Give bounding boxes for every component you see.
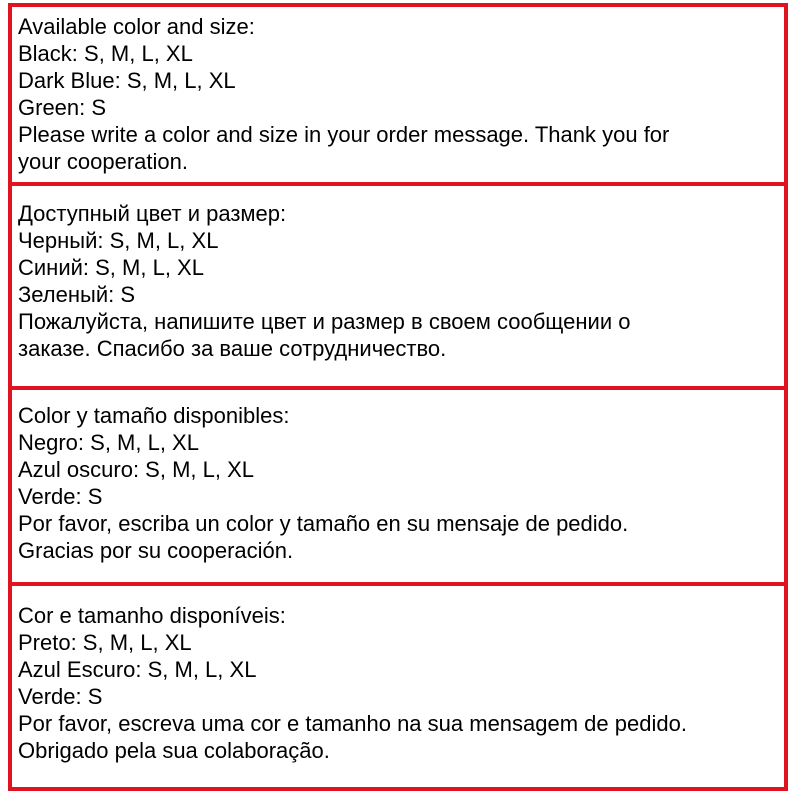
- order-instruction-line-1: Please write a color and size in your order message. Thank you for: [18, 122, 670, 147]
- size-line-dark-blue: Azul oscuro: S, M, L, XL: [18, 457, 254, 482]
- size-line-green: Verde: S: [18, 684, 103, 709]
- section-heading: Cor e tamanho disponíveis:: [18, 603, 286, 628]
- order-instruction-line-2: your cooperation.: [18, 149, 188, 174]
- section-english: [8, 3, 788, 186]
- size-line-blue: Синий: S, M, L, XL: [18, 255, 204, 280]
- size-line-black: Negro: S, M, L, XL: [18, 430, 199, 455]
- section-heading: Доступный цвет и размер:: [18, 201, 287, 226]
- section-russian: [8, 182, 788, 390]
- size-line-black: Black: S, M, L, XL: [18, 41, 193, 66]
- section-heading: Available color and size:: [18, 14, 255, 39]
- size-line-dark-blue: Dark Blue: S, M, L, XL: [18, 68, 236, 93]
- order-instruction-line-2: Obrigado pela sua colaboração.: [18, 738, 330, 763]
- section-spanish: [8, 386, 788, 586]
- size-line-green: Зеленый: S: [18, 282, 136, 307]
- size-line-black: Черный: S, M, L, XL: [18, 228, 219, 253]
- order-instruction-line-2: заказе. Спасибо за ваше сотрудничество.: [18, 336, 447, 361]
- section-heading: Color y tamaño disponibles:: [18, 403, 290, 428]
- size-line-green: Green: S: [18, 95, 107, 120]
- size-line-black: Preto: S, M, L, XL: [18, 630, 192, 655]
- size-line-dark-blue: Azul Escuro: S, M, L, XL: [18, 657, 257, 682]
- order-instruction-line-1: Por favor, escriba un color y tamaño en su mensaje de pedido.: [18, 511, 629, 536]
- section-portuguese: [8, 582, 788, 791]
- order-instruction-line-1: Пожалуйста, напишите цвет и размер в своем сообщении о: [18, 309, 631, 334]
- order-instruction-line-2: Gracias por su cooperación.: [18, 538, 294, 563]
- size-line-green: Verde: S: [18, 484, 103, 509]
- order-instruction-line-1: Por favor, escreva uma cor e tamanho na sua mensagem de pedido.: [18, 711, 687, 736]
